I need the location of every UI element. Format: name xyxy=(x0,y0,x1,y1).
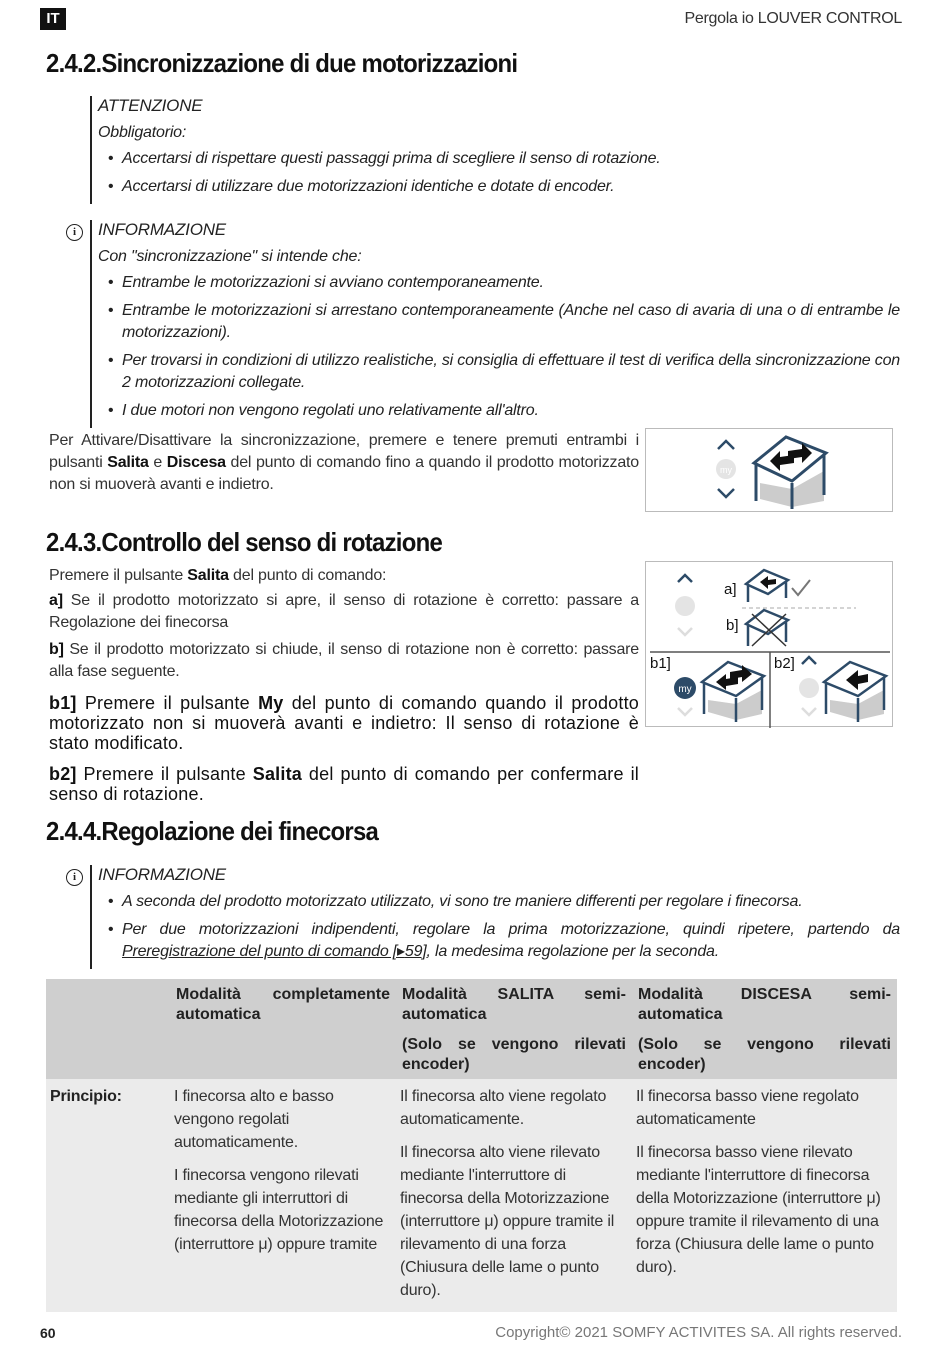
figure-label-b2: b2] xyxy=(774,655,795,672)
copyright: Copyright© 2021 SOMFY ACTIVITES SA. All rights reserved. xyxy=(495,1324,902,1341)
info-heading: INFORMAZIONE xyxy=(98,865,226,884)
rotation-step-a: a] Se il prodotto motorizzato si apre, il senso di rotazione è corretto: passare a Regolazione dei finecorsa xyxy=(49,592,639,631)
info-icon: i xyxy=(66,224,83,241)
list-item: • Per due motorizzazioni indipendenti, regolare la prima motorizzazione, quindi ripetere, partendo da Preregistrazione del punto di comando [▸59], la medesima regolazione per la seconda. xyxy=(98,919,900,963)
list-item: • Accertarsi di rispettare questi passaggi prima di scegliere il senso di rotazione. xyxy=(98,148,900,170)
header-automatic: Modalità completamente automatica xyxy=(170,979,396,1079)
info-list xyxy=(98,891,900,963)
rotation-figure xyxy=(645,561,893,727)
list-item: • Entrambe le motorizzazioni si arrestano contemporaneamente (Anche nel caso di avaria di una o di entrambe le motorizzazioni). xyxy=(98,300,900,344)
table-cell: Il finecorsa basso viene regolato automaticamente Il finecorsa basso viene rilevato mediante l'interruttore di finecorsa della Motorizzazione (interruttore μ) oppure tramite il rilevamento di una forza (Chiusura delle lame o punto duro). xyxy=(632,1079,897,1312)
list-item: • Accertarsi di utilizzare due motorizzazioni identiche e dotate di encoder. xyxy=(98,176,900,198)
limits-table xyxy=(46,979,897,1312)
table-row xyxy=(46,1079,897,1312)
my-button-label: my xyxy=(720,465,732,475)
info-list xyxy=(98,272,900,422)
attention-heading: ATTENZIONE xyxy=(98,96,203,115)
table-header-row xyxy=(46,979,897,1079)
page-number: 60 xyxy=(40,1325,56,1341)
preregistration-link[interactable]: Preregistrazione del punto di comando [▸59] xyxy=(122,943,427,960)
sync-paragraph: Per Attivare/Disattivare la sincronizzazione, premere e tenere premuti entrambi i pulsanti Salita e Discesa del punto di comando fino a quando il prodotto motorizzato non si muoverà avanti e indietro. xyxy=(49,432,639,493)
section-title-2-4-4: 2.4.4.Regolazione dei finecorsa xyxy=(46,816,379,846)
info-sub: Con "sincronizzazione" si intende che: xyxy=(98,248,362,265)
rotation-step-b2: b2] Premere il pulsante Salita del punto di comando per confermare il senso di rotazione. xyxy=(49,764,640,804)
list-item: • I due motori non vengono regolati uno relativamente all'altro. xyxy=(98,400,900,422)
info-box xyxy=(90,220,900,428)
rotation-illustration xyxy=(646,562,894,728)
header-up-semiauto: Modalità SALITA semi-automatica (Solo se vengono rilevati encoder) xyxy=(396,979,632,1079)
rotation-step-b1: b1] Premere il pulsante My del punto di comando quando il prodotto motorizzato non si muoverà avanti e indietro: Il senso di rotazione è stato modificato. xyxy=(49,693,639,753)
figure-label-b1: b1] xyxy=(650,655,671,672)
section-title-2-4-2: 2.4.2.Sincronizzazione di due motorizzazioni xyxy=(46,48,518,78)
figure-label-a: a] xyxy=(724,581,737,598)
attention-sub: Obbligatorio: xyxy=(98,124,187,141)
header-down-semiauto: Modalità DISCESA semi-automatica (Solo se vengono rilevati encoder) xyxy=(632,979,897,1079)
language-badge: IT xyxy=(40,8,66,30)
attention-box xyxy=(90,96,900,204)
document-title: Pergola io LOUVER CONTROL xyxy=(684,10,902,27)
list-item: • Per trovarsi in condizioni di utilizzo realistiche, si consiglia di effettuare il test di verifica della sincronizzazione con 2 motorizzazioni collegate. xyxy=(98,350,900,394)
info-heading: INFORMAZIONE xyxy=(98,220,226,239)
my-button-label: my xyxy=(678,684,692,695)
list-item: • Entrambe le motorizzazioni si avviano contemporaneamente. xyxy=(98,272,900,294)
sync-figure xyxy=(645,428,893,512)
pergola-illustration xyxy=(646,429,894,513)
table-cell: I finecorsa alto e basso vengono regolati automaticamente. I finecorsa vengono rilevati mediante gli interruttori di finecorsa della Motorizzazione (interruttore μ) oppure tramite xyxy=(170,1079,396,1312)
info-icon: i xyxy=(66,869,83,886)
section-title-2-4-3: 2.4.3.Controllo del senso di rotazione xyxy=(46,527,443,557)
attention-list xyxy=(98,148,900,198)
row-label: Principio: xyxy=(46,1079,170,1312)
figure-label-b: b] xyxy=(726,617,739,634)
info-box-limits xyxy=(90,865,900,969)
rotation-intro: Premere il pulsante Salita del punto di comando: xyxy=(49,567,387,584)
table-cell: Il finecorsa alto viene regolato automaticamente. Il finecorsa alto viene rilevato mediante l'interruttore di finecorsa della Motorizzazione (interruttore μ) oppure tramite il rilevamento di una forza (Chiusura delle lame o punto duro). xyxy=(396,1079,632,1312)
rotation-step-b: b] Se il prodotto motorizzato si chiude, il senso di rotazione non è corretto: passare alla fase seguente. xyxy=(49,641,639,680)
list-item: • A seconda del prodotto motorizzato utilizzato, vi sono tre maniere differenti per regolare i finecorsa. xyxy=(98,891,900,913)
